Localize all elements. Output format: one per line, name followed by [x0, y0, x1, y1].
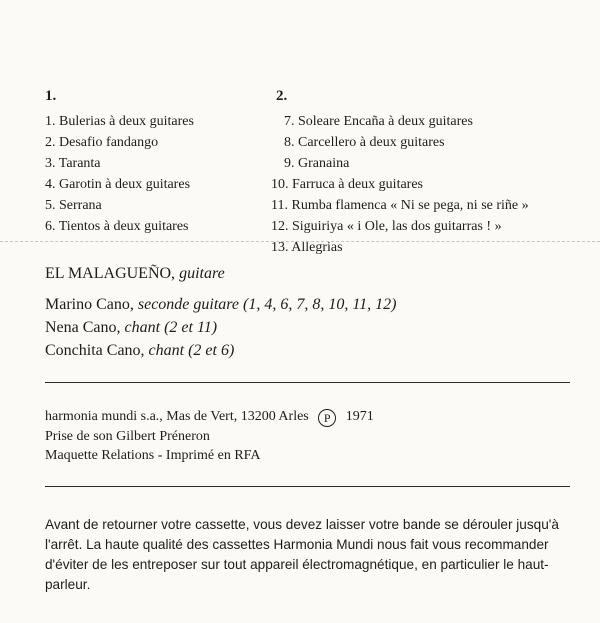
side-1-heading: 1. [45, 88, 57, 104]
track-item: 6. Tientos à deux guitares [45, 219, 189, 234]
label-credit [45, 407, 374, 427]
performer-tracks: (2 et 11) [164, 319, 218, 336]
performer-name: Marino Cano, [45, 296, 134, 313]
track-item: 12. Siguiriya « i Ole, las dos guitarras ! » [271, 219, 502, 234]
performer-name: Conchita Cano, [45, 342, 145, 359]
track-item: 7. Soleare Encaña à deux guitares [284, 114, 473, 129]
track-item: 10. Farruca à deux guitares [271, 177, 423, 192]
track-item: 8. Carcellero à deux guitares [284, 135, 445, 150]
performer-line [45, 318, 217, 338]
side-2-track-list [271, 111, 569, 258]
cassette-notice: Avant de retourner votre cassette, vous devez laisser votre bande se dérouler jusqu'à l'arrêt. La haute qualité des cassettes Harmonia Mundi nous fait vous recommander d'éviter de les entreposer sur tout appareil électromagnétique, en particulier le haut-parleur. [45, 517, 559, 592]
track-item: 11. Rumba flamenca « Ni se pega, ni se riñe » [271, 198, 529, 213]
track-item: 2. Desafio fandango [45, 135, 159, 150]
performer-name: EL MALAGUEÑO, [45, 265, 176, 282]
divider [45, 486, 570, 487]
track-item: 13. Allegrias [271, 240, 343, 255]
performer-line [45, 341, 234, 361]
performer-role: seconde guitare [137, 296, 240, 313]
performer-role: chant [148, 342, 185, 359]
track-item: 4. Garotin à deux guitares [45, 177, 191, 192]
track-item: 5. Serrana [45, 198, 102, 213]
label-address: harmonia mundi s.a., Mas de Vert, 13200 Arles [45, 409, 309, 424]
fold-line [0, 241, 600, 243]
side-2-heading: 2. [276, 88, 288, 104]
side-1-track-list [45, 111, 194, 237]
track-item: 1. Bulerias à deux guitares [45, 114, 194, 129]
release-year: 1971 [345, 409, 374, 424]
performer-tracks: (1, 4, 6, 7, 8, 10, 11, 12) [243, 296, 397, 313]
phonogram-copyright-icon: P [318, 409, 336, 427]
performer-name: Nena Cano, [45, 319, 121, 336]
track-item: 9. Granaina [284, 156, 350, 171]
track-item: 3. Taranta [45, 156, 101, 171]
performer-role: guitare [179, 265, 225, 282]
recording-credit: Prise de son Gilbert Préneron [45, 429, 210, 444]
design-credit: Maquette Relations - Imprimé en RFA [45, 448, 261, 463]
performer-tracks: (2 et 6) [188, 342, 235, 359]
performer-line [45, 264, 225, 284]
performer-line [45, 295, 397, 315]
divider [45, 382, 570, 383]
performer-role: chant [124, 319, 161, 336]
